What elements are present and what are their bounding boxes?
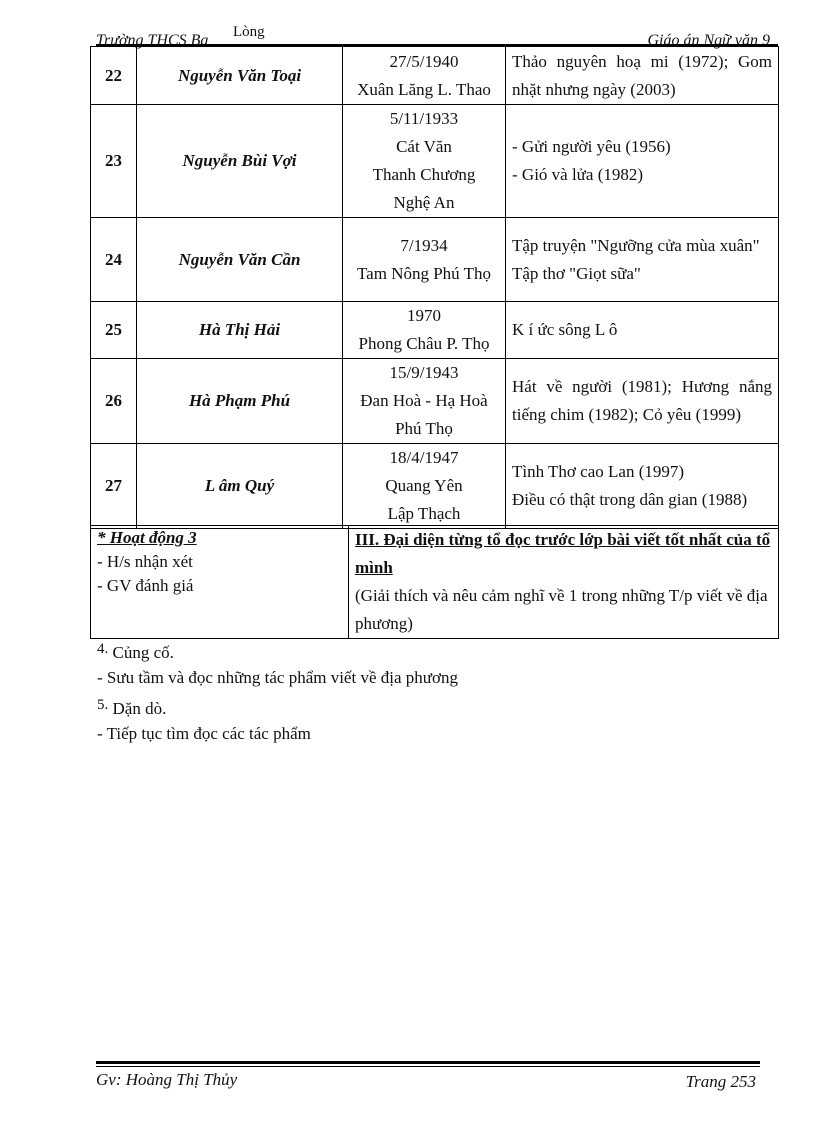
author-name: Nguyễn Văn Cần (137, 218, 343, 302)
birth-info-line: 1970 (407, 306, 441, 325)
birth-info-line: Phong Châu P. Thọ (358, 334, 490, 353)
author-number: 27 (91, 444, 137, 529)
work-line: - Gió và lửa (1982) (512, 165, 644, 184)
consolidation-text: - Sưu tầm và đọc những tác phẩm viết về địa phương (97, 668, 458, 687)
author-works (506, 218, 779, 302)
birth-info-line: Thanh Chương (372, 165, 476, 184)
author-row (91, 359, 779, 444)
footer-teacher-name: Hoàng Thị Thủy (125, 1070, 238, 1089)
activity-heading: * Hoạt động 3 (97, 528, 197, 547)
birth-info-line: Tam Nông Phú Thọ (356, 263, 492, 283)
footer-divider-thick (96, 1061, 760, 1064)
work-line: Tập thơ "Giọt sữa" (512, 263, 641, 283)
author-row (91, 444, 779, 529)
work-line: - Gửi người yêu (1956) (512, 137, 671, 156)
consolidation-title: Củng cố. (108, 643, 174, 662)
author-row (91, 302, 779, 359)
birth-info-line: 18/4/1947 (389, 448, 459, 467)
work-line: K í ức sông L ô (512, 320, 618, 339)
header-school-suffix: Lòng (233, 24, 265, 40)
author-works (506, 105, 779, 218)
author-number: 22 (91, 47, 137, 105)
birth-info-line: Đan Hoà - Hạ Hoà (360, 391, 488, 410)
author-works (506, 359, 779, 444)
birth-info-line: Quang Yên (385, 476, 463, 495)
author-works (506, 444, 779, 529)
section-heading: III. Đại diện từng tổ đọc trước lớp bài viết tốt nhất của tổ mình (355, 530, 771, 577)
footer-teacher-label: Gv: (96, 1070, 126, 1089)
authors-table (90, 46, 779, 529)
author-birth-info (343, 359, 506, 444)
footer-teacher (96, 1070, 237, 1090)
work-line: Tập truyện "Ngưỡng cửa mùa xuân" (512, 235, 760, 255)
author-number: 24 (91, 218, 137, 302)
birth-info-line: 27/5/1940 (389, 51, 459, 71)
work-line: Điều có thật trong dân gian (1988) (512, 490, 748, 509)
work-line: Hát về người (1981); Hương nắng tiếng chim (1982); Cỏ yêu (1999) (512, 377, 772, 424)
author-row (91, 105, 779, 218)
homework-number: 5. (97, 697, 109, 713)
author-birth-info (343, 218, 506, 302)
homework-text: - Tiếp tục tìm đọc các tác phẩm (97, 724, 311, 743)
activity-item: - H/s nhận xét (97, 552, 193, 571)
author-name: Nguyễn Văn Toại (137, 47, 343, 105)
author-name: L âm Quý (137, 444, 343, 529)
activity-item: - GV đánh giá (97, 576, 194, 595)
homework-title: Dặn dò. (108, 699, 167, 718)
birth-info-line: Xuân Lăng L. Thao (357, 79, 491, 99)
author-works (506, 302, 779, 359)
homework-section (97, 697, 311, 746)
author-name: Hà Phạm Phú (137, 359, 343, 444)
birth-info-line: 15/9/1943 (389, 363, 459, 382)
author-name: Hà Thị Hải (137, 302, 343, 359)
birth-info-line: Phú Thọ (395, 419, 453, 438)
consolidation-number: 4. (97, 641, 109, 657)
author-number: 23 (91, 105, 137, 218)
author-birth-info (343, 302, 506, 359)
birth-info-line: Nghệ An (393, 193, 455, 212)
birth-info-line: Cát Văn (396, 137, 452, 156)
author-works (506, 47, 779, 105)
work-line: Thảo nguyên hoạ mi (1972); Gom nhặt nhưng ngày (2003) (512, 51, 772, 99)
footer-divider-thin (96, 1066, 760, 1067)
author-birth-info (343, 47, 506, 105)
birth-info-line: Lập Thạch (387, 504, 461, 523)
author-number: 25 (91, 302, 137, 359)
birth-info-line: 5/11/1933 (389, 109, 459, 128)
activity-left-cell (91, 526, 349, 639)
footer-page-number: Trang 253 (685, 1072, 756, 1091)
header-subject: Giáo án Ngữ văn 9 (647, 32, 770, 49)
author-name: Nguyễn Bùi Vợi (137, 105, 343, 218)
birth-info-line: 7/1934 (400, 235, 448, 255)
author-number: 26 (91, 359, 137, 444)
consolidation-section (97, 641, 458, 690)
author-birth-info (343, 105, 506, 218)
work-line: Tình Thơ cao Lan (1997) (512, 462, 685, 481)
author-row (91, 47, 779, 105)
activity-right-cell (349, 526, 779, 639)
section-note: (Giải thích và nêu cảm nghĩ về 1 trong những T/p viết về địa phương) (355, 586, 768, 633)
header-school: Trường THCS Ba (96, 32, 209, 49)
author-row (91, 218, 779, 302)
activity-table (90, 525, 779, 639)
author-birth-info (343, 444, 506, 529)
